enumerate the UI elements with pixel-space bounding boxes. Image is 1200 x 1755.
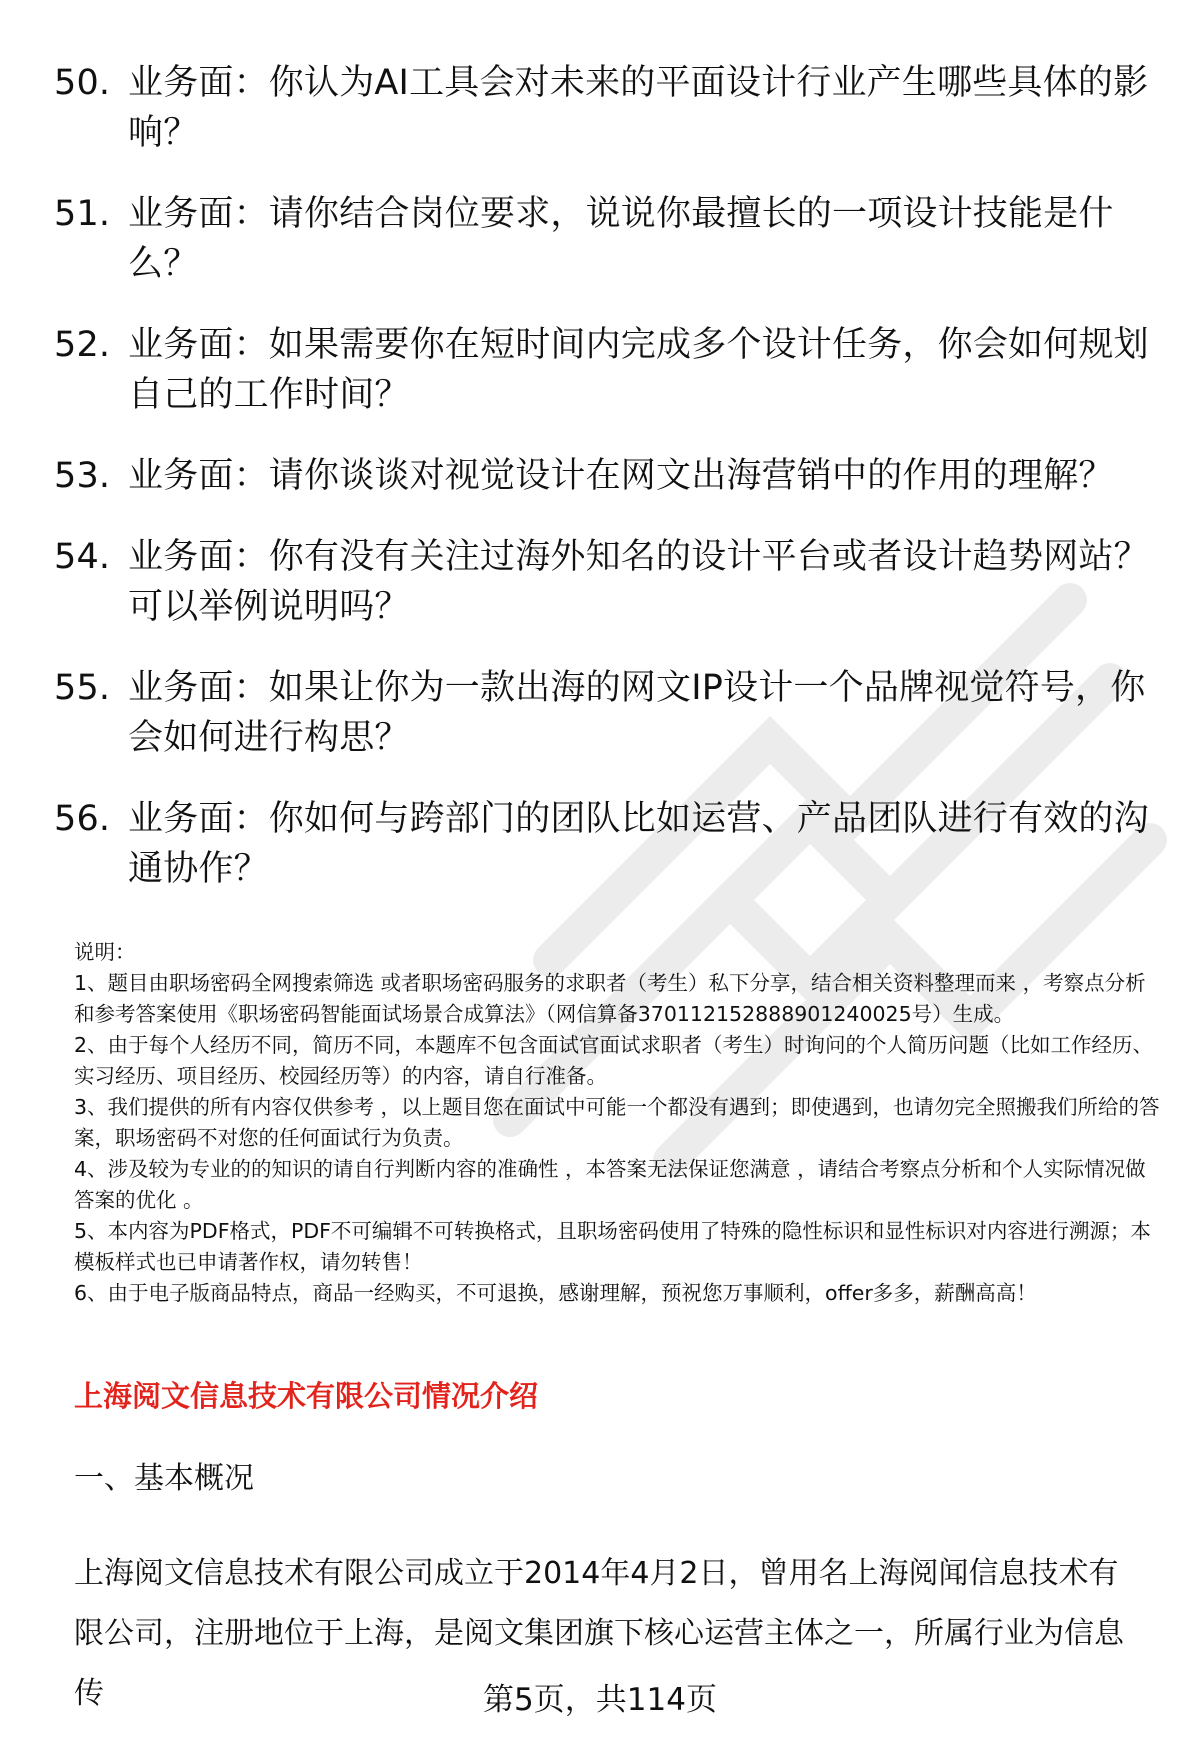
note-item: 3、我们提供的所有内容仅供参考 ，以上题目您在面试中可能一个都没有遇到；即使遇到，也请勿完全照搬我们所给的答案，职场密码不对您的任何面试行为负责。: [74, 1095, 1160, 1150]
question-item: [54, 58, 1164, 158]
question-number: 50.: [54, 63, 111, 103]
question-item: [54, 451, 1164, 501]
question-text: 业务面：请你结合岗位要求，说说你最擅长的一项设计技能是什么？: [128, 194, 1114, 284]
note-item: 4、涉及较为专业的的知识的请自行判断内容的准确性 ，本答案无法保证您满意 ，请结合考察点分析和个人实际情况做答案的优化 。: [74, 1157, 1146, 1212]
question-number: 52.: [54, 325, 111, 365]
question-text: 业务面：你认为AI工具会对未来的平面设计行业产生哪些具体的影响？: [128, 63, 1149, 153]
question-item: [54, 189, 1164, 289]
question-text: 业务面：如果需要你在短时间内完成多个设计任务，你会如何规划自己的工作时间？: [128, 325, 1149, 415]
question-number: 55.: [54, 668, 111, 708]
question-text: 业务面：请你谈谈对视觉设计在网文出海营销中的作用的理解？: [128, 456, 1114, 496]
notes-section: [74, 937, 1164, 1309]
question-number: 51.: [54, 194, 111, 234]
note-item: 5、本内容为PDF格式，PDF不可编辑不可转换格式，且职场密码使用了特殊的隐性标识和显性标识对内容进行溯源；本模板样式也已申请著作权，请勿转售！: [74, 1219, 1151, 1274]
question-number: 56.: [54, 799, 111, 839]
question-text: 业务面：你有没有关注过海外知名的设计平台或者设计趋势网站？可以举例说明吗？: [128, 537, 1149, 627]
notes-heading: 说明：: [74, 940, 136, 964]
question-number: 53.: [54, 456, 111, 496]
note-item: 2、由于每个人经历不同，简历不同，本题库不包含面试官面试求职者（考生）时询问的个人简历问题（比如工作经历、实习经历、项目经历、校园经历等）的内容，请自行准备。: [74, 1033, 1154, 1088]
question-item: [54, 532, 1164, 632]
question-item: [54, 663, 1164, 763]
body-paragraph: 上海阅文信息技术有限公司成立于2014年4月2日，曾用名上海阅闻信息技术有限公司，注册地位于上海，是阅文集团旗下核心运营主体之一，所属行业为信息传: [74, 1556, 1124, 1711]
note-item: 6、由于电子版商品特点，商品一经购买，不可退换，感谢理解，预祝您万事顺利，offer多多，薪酬高高！: [74, 1281, 1037, 1305]
company-title: 上海阅文信息技术有限公司情况介绍: [74, 1379, 539, 1413]
question-item: [54, 320, 1164, 420]
note-item: 1、题目由职场密码全网搜索筛选 或者职场密码服务的求职者（考生）私下分享，结合相关资料整理而来 ，考察点分析和参考答案使用《职场密码智能面试场景合成算法》（网信算备370112152888901240025号）生成。: [74, 971, 1146, 1026]
question-text: 业务面：你如何与跨部门的团队比如运营、产品团队进行有效的沟通协作？: [128, 799, 1149, 889]
question-number: 54.: [54, 537, 111, 577]
page-footer: 第5页，共114页: [483, 1682, 717, 1718]
section-heading: 一、基本概况: [74, 1461, 254, 1496]
question-item: [54, 794, 1164, 894]
question-text: 业务面：如果让你为一款出海的网文IP设计一个品牌视觉符号，你会如何进行构思？: [128, 668, 1146, 758]
question-list: [54, 58, 1164, 925]
